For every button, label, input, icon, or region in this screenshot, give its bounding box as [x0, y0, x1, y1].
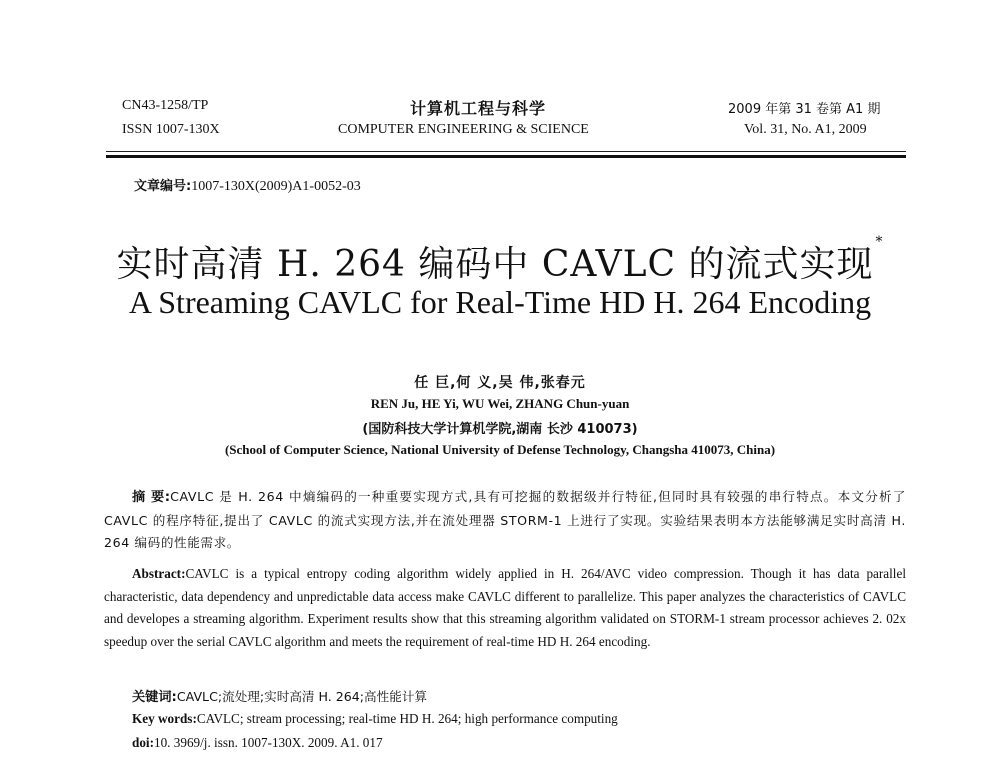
keywords-en-text: CAVLC; stream processing; real-time HD H. 264; high performance computing	[196, 711, 618, 726]
title-footnote-mark: *	[875, 234, 884, 250]
article-number	[134, 175, 361, 195]
keywords-cn-label: 关键词:	[132, 690, 177, 705]
header-rule-thick	[106, 155, 906, 158]
doi	[132, 735, 383, 751]
journal-title-cn: 计算机工程与科学	[410, 99, 547, 118]
authors-cn: 任 巨,何 义,吴 伟,张春元	[414, 375, 586, 391]
doi-text: 10. 3969/j. issn. 1007-130X. 2009. A1. 017	[153, 735, 383, 750]
abstract-cn	[104, 486, 906, 555]
affiliation-en: (School of Computer Science, National University of Defense Technology, Changsha 410073, China)	[224, 442, 776, 457]
article-number-label: 文章编号:	[134, 179, 192, 194]
journal-title-en: COMPUTER ENGINEERING & SCIENCE	[338, 122, 589, 137]
title-cn-text: 实时高清 H. 264 编码中 CAVLC 的流式实现	[116, 244, 874, 285]
header-issn: ISSN 1007-130X	[122, 122, 220, 137]
abstract-en-label: Abstract:	[132, 566, 186, 581]
abstract-cn-text: CAVLC 是 H. 264 中熵编码的一种重要实现方式,具有可挖掘的数据级并行特征,但同时具有较强的串行特点。本文分析了 CAVLC 的程序特征,提出了 CAVLC 的流式实现方法,并在流处理器 STORM-1 上进行了实现。实验结果表明本方法能够满足实时高清 H. 264 编码的性能需求。	[104, 489, 906, 550]
article-number-value: 1007-130X(2009)A1-0052-03	[191, 179, 361, 194]
title-cn	[0, 236, 1000, 287]
title-en: A Streaming CAVLC for Real-Time HD H. 264 Encoding	[128, 284, 872, 320]
keywords-en	[132, 711, 618, 727]
abstract-en-text: CAVLC is a typical entropy coding algorithm widely applied in H. 264/AVC video compression. Though it has data parallel characteristic, data dependency and unpredictable data access make CAVLC different to parallelize. This paper analyzes the characteristics of CAVLC and developes a streaming algorithm. Experiment results show that this streaming algorithm validated on STORM-1 stream processor achieves 2. 02x speedup over the serial CAVLC algorithm and meets the requirement of real-time HD H. 264 encoding.	[104, 566, 906, 649]
volume-info-cn: 2009 年第 31 卷第 A1 期	[728, 102, 881, 117]
doi-label: doi:	[132, 735, 154, 750]
header-cn-code: CN43-1258/TP	[122, 98, 209, 113]
abstract-en	[104, 563, 906, 653]
affiliation-cn: (国防科技大学计算机学院,湖南 长沙 410073)	[362, 422, 638, 437]
keywords-cn	[132, 686, 427, 705]
keywords-en-label: Key words:	[132, 711, 197, 726]
header-rule-thin	[106, 151, 906, 152]
keywords-cn-text: CAVLC;流处理;实时高清 H. 264;高性能计算	[176, 689, 428, 704]
authors-en: REN Ju, HE Yi, WU Wei, ZHANG Chun-yuan	[370, 396, 630, 411]
volume-info-en: Vol. 31, No. A1, 2009	[744, 122, 867, 137]
abstract-cn-label: 摘 要:	[132, 490, 171, 505]
